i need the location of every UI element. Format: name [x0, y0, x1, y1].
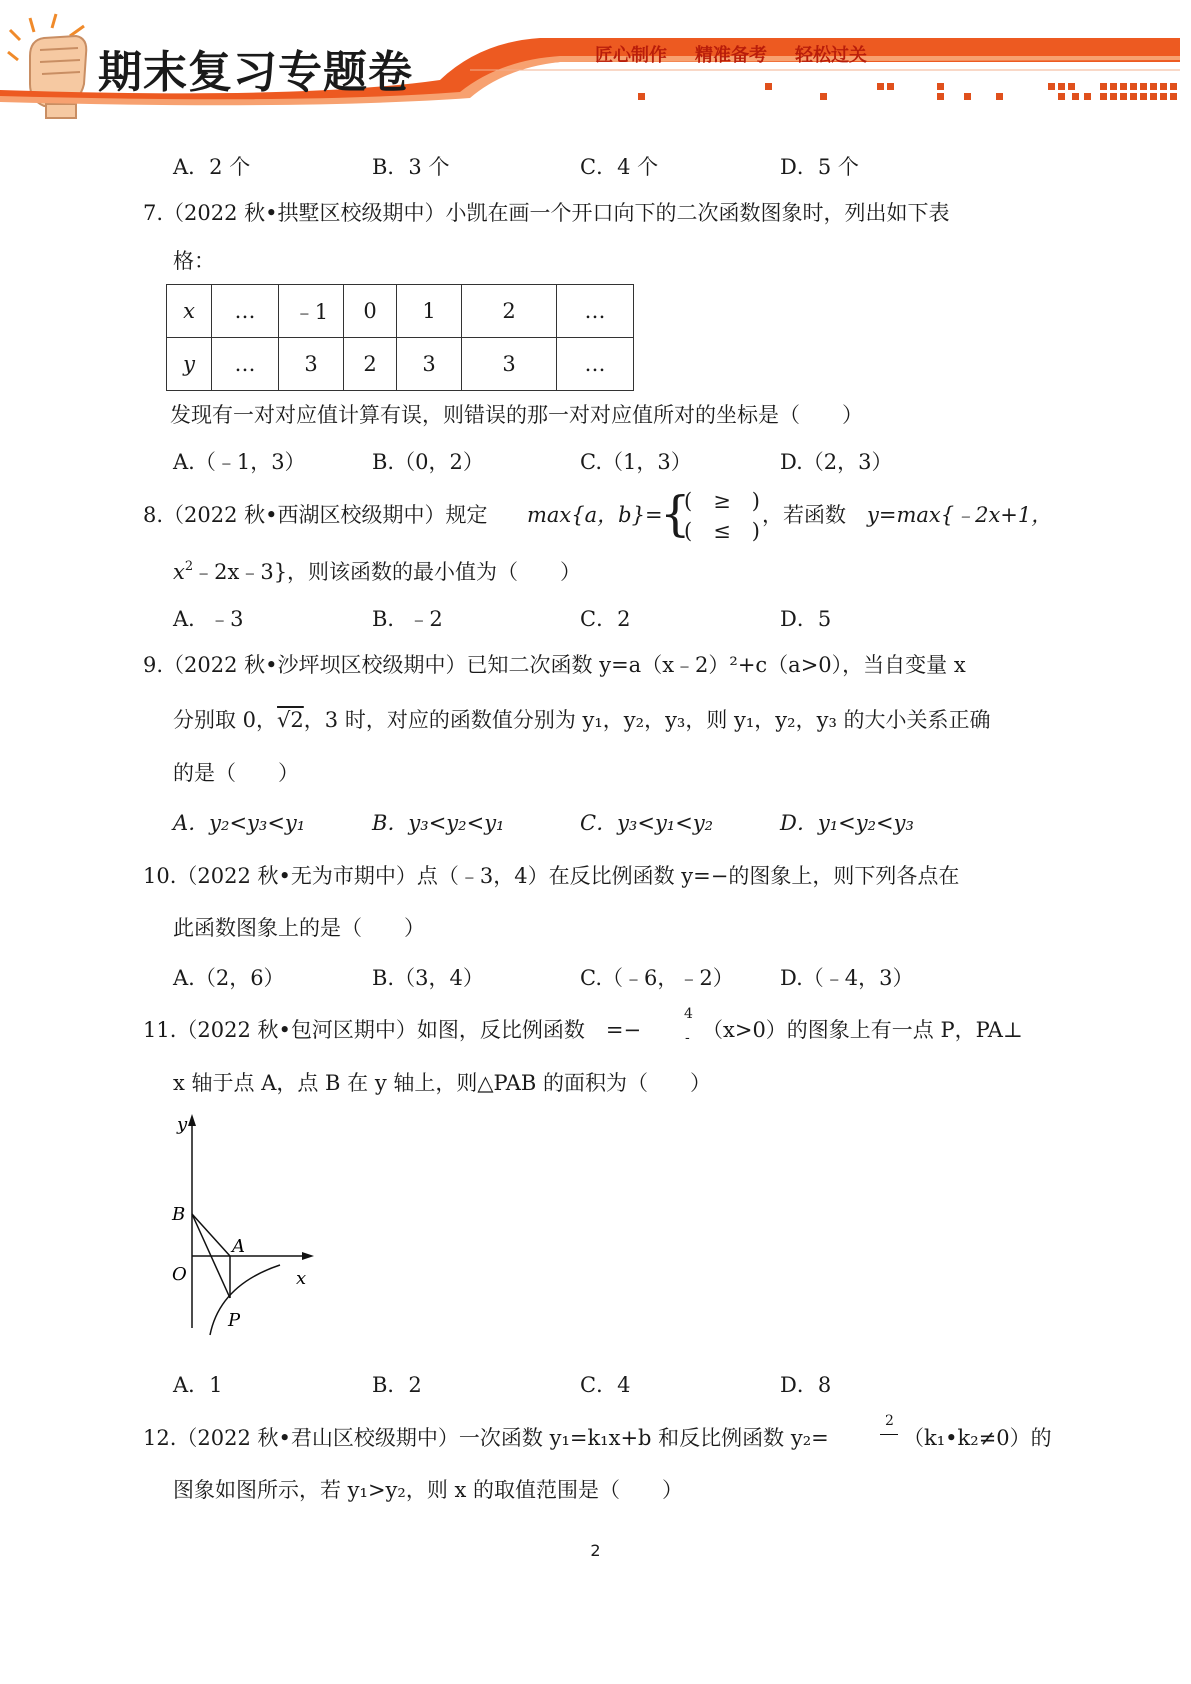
option-b: B．y₃<y₂<y₁ — [372, 811, 505, 835]
q8-brace: { — [660, 486, 691, 542]
option-c: C.（﹣6，﹣2） — [580, 966, 734, 990]
table-cell: ﹣1 — [279, 285, 344, 338]
q8-max-def: max{a，b}= — [527, 503, 663, 527]
option-d: D．y₁<y₂<y₃ — [780, 811, 914, 835]
table-cell: … — [557, 338, 634, 391]
option-d: D.（﹣4，3） — [780, 966, 914, 990]
q9-line-2-end: ，3 时，对应的函数值分别为 y₁，y₂，y₃，则 y₁，y₂，y₃ 的大小关系正确 — [303, 708, 991, 732]
header-slogan-2: 精准备考 — [695, 45, 767, 66]
label-y: y — [177, 1114, 188, 1135]
option-a: A．y₂<y₃<y₁ — [173, 811, 306, 835]
table-cell: … — [212, 338, 279, 391]
q8-line-2 — [173, 560, 581, 583]
option-c: C．4 个 — [580, 155, 659, 179]
table-cell: … — [557, 285, 634, 338]
option-c: C．4 — [580, 1373, 631, 1397]
q8-function: y=max{﹣2x+1， — [867, 503, 1053, 527]
option-a: A．1 — [173, 1373, 223, 1397]
q8-line-2-rest: ﹣2x﹣3}，则该函数的最小值为（ ） — [193, 560, 582, 584]
q12-frac-bar — [880, 1434, 898, 1435]
option-c: C．y₃<y₁<y₂ — [580, 811, 714, 835]
q10-line-2: 此函数图象上的是（ ） — [173, 916, 425, 940]
q11-line-2: x 轴于点 A，点 B 在 y 轴上，则△PAB 的面积为（ ） — [173, 1071, 711, 1095]
q12-line-2: 图象如图所示，若 y₁>y₂，则 x 的取值范围是（ ） — [173, 1478, 684, 1502]
segment-ba — [192, 1214, 230, 1256]
q9-line-2-start: 分别取 0， — [173, 708, 278, 732]
table-cell: 3 — [397, 338, 462, 391]
q11-frac-den: - — [685, 1030, 690, 1046]
header-slogan-1: 匠心制作 — [595, 45, 667, 66]
header-title: 期末复习专题卷 — [98, 47, 413, 98]
table-cell: 3 — [279, 338, 344, 391]
label-o: O — [172, 1264, 187, 1285]
q7-line-3: 发现有一对对应值计算有误，则错误的那一对对应值所对的坐标是（ ） — [170, 403, 863, 427]
option-d: D．5 — [780, 607, 832, 631]
q12-line-1b: （k₁•k₂≠0）的 — [903, 1426, 1052, 1450]
q9-line-2 — [173, 710, 991, 731]
q12-line-1a: 12.（2022 秋•君山区校级期中）一次函数 y₁=k₁x+b 和反比例函数 y₂= — [143, 1426, 829, 1450]
q8-var-x: x — [173, 560, 185, 584]
q8-exponent: 2 — [184, 559, 194, 574]
q9-line-1: 9.（2022 秋•沙坪坝区校级期中）已知二次函数 y=a（x﹣2）²+c（a>0），当自变量 x — [143, 653, 966, 677]
option-b: B.（0，2） — [372, 450, 484, 474]
q9-line-3: 的是（ ） — [173, 761, 299, 785]
table-cell: 2 — [344, 338, 397, 391]
x-axis-arrow-icon — [302, 1252, 314, 1260]
table-cell: 2 — [462, 285, 557, 338]
table-cell-x-label: x — [167, 285, 212, 338]
q11-figure — [160, 1110, 330, 1350]
option-d: D．5 个 — [780, 155, 859, 179]
table-cell: 0 — [344, 285, 397, 338]
q7-line-2: 格： — [173, 249, 215, 273]
q12-frac-num: 2 — [885, 1413, 894, 1429]
option-d: D．8 — [780, 1373, 832, 1397]
label-b: B — [172, 1204, 186, 1225]
table-row-x — [167, 285, 634, 338]
q8-rest: ，若函数 — [762, 503, 846, 527]
option-b: B．2 — [372, 1373, 422, 1397]
label-p: P — [228, 1310, 241, 1331]
label-x: x — [296, 1268, 307, 1289]
q11-line-1a: 11.（2022 秋•包河区期中）如图，反比例函数 =− — [143, 1018, 642, 1042]
table-cell: … — [212, 285, 279, 338]
q11-line-1b: （x>0）的图象上有一点 P，PA⊥ — [702, 1018, 1023, 1042]
option-c: C.（1，3） — [580, 450, 692, 474]
q9-sqrt: √2 — [277, 708, 304, 732]
option-b: B.（3，4） — [372, 966, 484, 990]
decorative-squares — [638, 83, 1177, 100]
option-b: B．3 个 — [372, 155, 450, 179]
option-c: C．2 — [580, 607, 631, 631]
option-a: A.（2，6） — [173, 966, 285, 990]
q8-brace-top: ( ≥ ) — [684, 489, 760, 513]
q10-line-1: 10.（2022 秋•无为市期中）点（﹣3，4）在反比例函数 y=−的图象上，则下列各点在 — [143, 864, 960, 888]
table-cell-y-label: y — [167, 338, 212, 391]
option-d: D.（2，3） — [780, 450, 893, 474]
header-slogan-3: 轻松过关 — [795, 45, 867, 66]
q7-line-1: 7.（2022 秋•拱墅区校级期中）小凯在画一个开口向下的二次函数图象时，列出如下表 — [143, 201, 950, 225]
q7-value-table — [166, 284, 634, 391]
q11-frac-num: 4 — [684, 1006, 693, 1022]
option-a: A．2 个 — [173, 155, 251, 179]
option-a: A．﹣3 — [173, 607, 244, 631]
table-cell: 3 — [462, 338, 557, 391]
page-number: 2 — [590, 1541, 601, 1560]
table-row-y — [167, 338, 634, 391]
q8-number: 8.（2022 秋•西湖区校级期中）规定 — [143, 503, 488, 527]
table-cell: 1 — [397, 285, 462, 338]
option-b: B．﹣2 — [372, 607, 443, 631]
label-a: A — [232, 1236, 245, 1257]
option-a: A.（﹣1，3） — [173, 450, 306, 474]
y-axis-arrow-icon — [188, 1114, 196, 1126]
q8-brace-bottom: ( ≤ ) — [684, 519, 760, 543]
